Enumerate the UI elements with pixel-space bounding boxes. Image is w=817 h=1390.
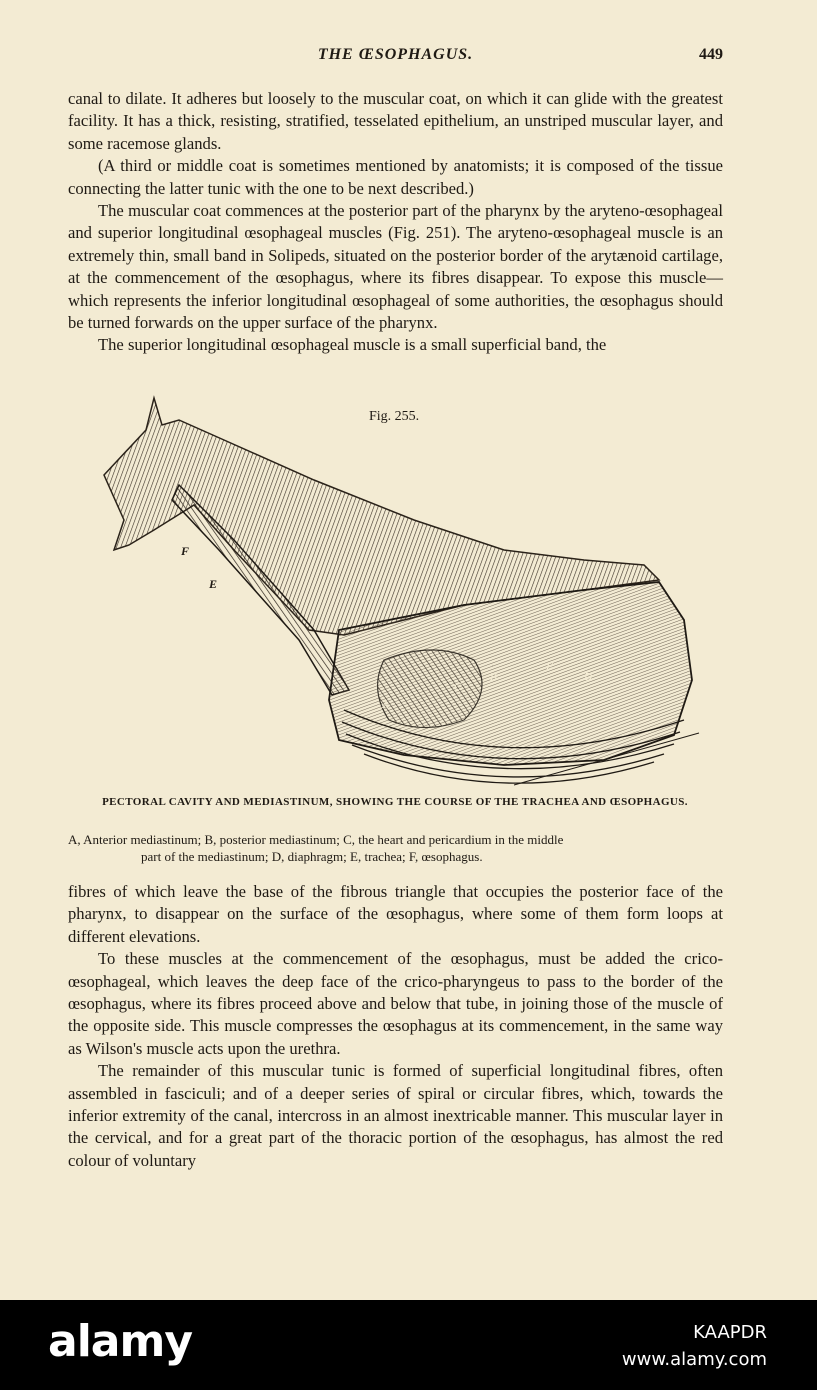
heart-region <box>378 650 482 728</box>
body-text-top <box>68 88 723 357</box>
paragraph: The remainder of this muscular tunic is formed of superficial longitudinal fibres, often assembled in fasciculi; and of a deeper series of spiral or circular fibres, which, towards the inferior extremity of the canal, intercross in an almost inextricable manner. This muscular layer in the cervical, and for a great part of the thoracic portion of the œsophagus, has almost the red colour of voluntary <box>68 1061 723 1170</box>
paragraph: (A third or middle coat is sometimes mentioned by anatomists; it is composed of the tissue connecting the latter tunic with the one to be next described.) <box>68 156 723 198</box>
figure-letter-e: E <box>209 577 218 591</box>
alamy-logo: alamy <box>48 1316 192 1367</box>
paragraph: fibres of which leave the base of the fibrous triangle that occupies the posterior face of the pharynx, to disappear on the surface of the œsophagus, where some of them form loops at different elevations. <box>68 882 723 946</box>
paragraph: The superior longitudinal œsophageal muscle is a small superficial band, the <box>98 335 607 355</box>
figure-legend <box>68 831 723 865</box>
anatomical-illustration <box>84 390 704 790</box>
figure-letter-d: D <box>584 671 592 683</box>
legend-line-2: part of the mediastinum; D, diaphragm; E, trachea; F, œsophagus. <box>141 849 483 864</box>
image-id: KAAPDR <box>693 1322 767 1343</box>
paragraph: canal to dilate. It adheres but loosely to the muscular coat, on which it can glide with the greatest facility. It has a thick, resisting, stratified, tesselated epithelium, an unstriped muscular layer, and some racemose glands. <box>68 89 723 153</box>
paragraph: The muscular coat commences at the posterior part of the pharynx by the aryteno-œsophageal and superior longitudinal œsophageal muscles (Fig. 251). The aryteno-œsophageal muscle is an extremely thin, small band in Solipeds, situated on the posterior border of the arytænoid cartilage, at the commencement of the œsophagus, where its fibres disappear. To expose this muscle—which represents the inferior longitudinal œsophageal of some authorities, the œsophagus should be turned forwards on the upper surface of the pharynx. <box>68 201 723 333</box>
body-text-bottom <box>68 881 723 1172</box>
figure-label: Fig. 255. <box>369 409 420 424</box>
figure-letter-c: C <box>454 681 462 693</box>
paragraph: To these muscles at the commencement of the œsophagus, must be added the crico-œsophageal, which leaves the deep face of the crico-pharyngeus to pass to the border of the œsophagus, where its fibres proceed above and below that tube, in joining those of the muscle of the opposite side. This muscle compresses the œsophagus at its commencement, in the same way as Wilson's muscle acts upon the urethra. <box>68 949 723 1058</box>
page-number: 449 <box>699 46 723 63</box>
figure-letter-f: F <box>181 544 190 558</box>
figure-caption-title: PECTORAL CAVITY AND MEDIASTINUM, SHOWING THE COURSE OF THE TRACHEA AND ŒSOPHAGUS. <box>102 796 688 808</box>
figure-letter-a: A <box>382 699 389 711</box>
watermark-url: www.alamy.com <box>621 1349 767 1370</box>
running-title: THE ŒSOPHAGUS. <box>317 46 474 63</box>
figure-letter-b: B <box>490 671 497 683</box>
legend-line-1: A, Anterior mediastinum; B, posterior mediastinum; C, the heart and pericardium in the middle <box>68 832 564 847</box>
page-header <box>68 46 723 70</box>
figure-letter-f2: F <box>546 661 553 673</box>
